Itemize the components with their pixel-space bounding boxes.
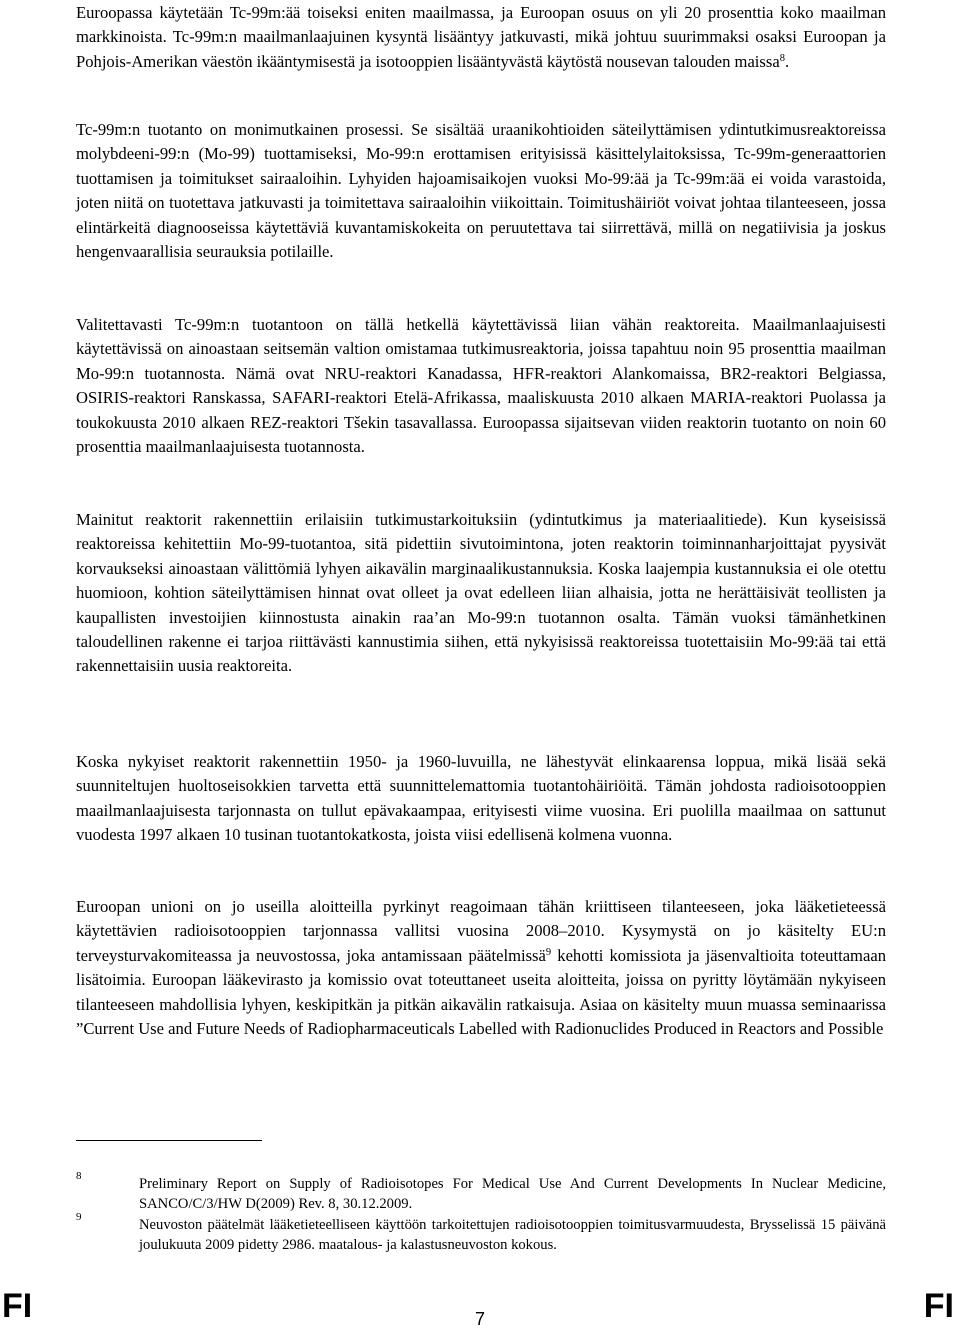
paragraph-1-text-a: Euroopassa käytetään Tc-99m:ää toiseksi eniten maailmassa, ja Euroopan osuus on yli 20 prosenttia koko maailman markkinoista. Tc-99m:n maailmanlaajuinen kysyntä lisääntyy jatkuvasti, mikä johtuu suurimmaksi osaksi Euroopan ja Pohjois-Amerikan väestön ikääntymisestä ja isotooppien lisääntyvästä käytöstä nousevan talouden maissa	[76, 3, 886, 71]
paragraph-2: Tc-99m:n tuotanto on monimutkainen prosessi. Se sisältää uraanikohtioiden säteilyttämisen ydintutkimusreaktoreissa molybdeeni-99:n (Mo-99) tuottamiseksi, Mo-99:n erottamisen erityisissä käsittelylaitoksissa, Tc-99m-generaattorien tuottamisen ja toimitukset sairaaloihin. Lyhyiden hajoamisaikojen vuoksi Mo-99:ää ja Tc-99m:ää ei voida varastoida, joten niitä on tuotettava jatkuvasti ja toimitettava sairaaloihin viikoittain. Toimitushäiriöt voivat johtaa tilanteeseen, jossa elintärkeitä diagnooseissa käytettäviä kuvantamiskokeita on peruutettava tai siirrettävä, millä on negatiivisia ja joskus hengenvaarallisia seurauksia potilaille.	[76, 120, 886, 262]
paragraph-6	[76, 895, 886, 1041]
language-code-right: FI	[923, 1287, 954, 1325]
footnote-separator	[76, 1140, 262, 1141]
paragraph-6-text-b: kehotti komissiota ja jäsenvaltioita toteuttamaan lisätoimia. Euroopan lääkevirasto ja komissio ovat toteuttaneet useita aloitteita, joissa on pyritty löytämään nykyiseen tilanteeseen mahdollisia lyhyen, keskipitkän ja pitkän aikavälin ratkaisuja. Asiaa on käsitelty muun muassa seminaarissa ”Current Use and Future Needs of Radiopharmaceuticals Labelled with Radionuclides Produced in Reactors and Possible	[76, 945, 886, 1039]
footnote-ref-9[interactable]: 9	[545, 946, 552, 958]
page-number: 7	[474, 1309, 485, 1329]
paragraph-1-text-b: .	[784, 51, 790, 71]
paragraph-3: Valitettavasti Tc-99m:n tuotantoon on tällä hetkellä käytettävissä liian vähän reaktoreita. Maailmanlaajuisesti käytettävissä on ainoastaan seitsemän valtion omistamaa tutkimusreaktoria, joissa tapahtuu noin 95 prosenttia maailman Mo-99:n tuotannosta. Nämä ovat NRU-reaktori Kanadassa, HFR-reaktori Alankomaissa, BR2-reaktori Belgiassa, OSIRIS-reaktori Ranskassa, SAFARI-reaktori Etelä-Afrikassa, maaliskuusta 2010 alkaen MARIA-reaktori Puolassa ja toukokuusta 2010 alkaen REZ-reaktori Tšekin tasavallassa. Euroopassa sijaitsevan viiden reaktorin tuotanto on noin 60 prosenttia maailmanlaajuisesta tuotannosta.	[76, 315, 886, 457]
paragraph-4: Mainitut reaktorit rakennettiin erilaisiin tutkimustarkoituksiin (ydintutkimus ja materiaalitiede). Kun kyseisissä reaktoreissa kehitettiin Mo-99-tuotantoa, sitä pidettiin sivutoimintona, joten reaktorin toiminnanharjoittajat pyysivät korvaukseksi ainoastaan välittömiä lyhyen aikavälin marginaalikustannuksia. Koska laajempia kustannuksia ei ole otettu huomioon, kohtion säteilyttämisen hinnat ovat olleet ja ovat edelleen liian alhaisia, jotta ne herättäisivät teollisten ja kaupallisten investoijien kiinnostusta ainakin raa’an Mo-99:n tuotannon osalta. Tämän vuoksi tämänhetkinen taloudellinen rakenne ei tarjoa riittävästi kannustimia siihen, että nykyisissä reaktoreissa tuotettaisiin Mo-99:ää tai että rakennettaisiin uusia reaktoreita.	[76, 510, 886, 676]
footnote-ref-8[interactable]: 8	[779, 52, 785, 64]
paragraph-6-text-a: Euroopan unioni on jo useilla aloitteilla pyrkinyt reagoimaan tähän kriittiseen tilanteeseen, joka lääketieteessä käytettävien radioisotooppien tarjonnassa vallitsi vuosina 2008–2010. Kysymystä on jo käsitelty EU:n terveysturvakomiteassa ja neuvostossa, joka antamissaan päätelmissä	[76, 897, 886, 965]
paragraph-5: Koska nykyiset reaktorit rakennettiin 1950- ja 1960-luvuilla, ne lähestyvät elinkaarensa loppua, mikä lisää sekä suunniteltujen huoltoseisokkien tarvetta että suunnittelemattomia tuotantohäiriöitä. Tämän johdosta radioisotooppien maailmanlaajuisesta tarjonnasta on tullut epävakaampaa, erityisesti viime vuosina. Eri puolilla maailmaa on sattunut vuodesta 1997 alkaen 10 tusinan tuotantokatkosta, joista viisi edellisenä kolmena vuonna.	[76, 752, 886, 845]
footnote-number: 9	[76, 1211, 82, 1223]
language-code-left: FI	[2, 1287, 33, 1325]
paragraph-1	[76, 1, 886, 74]
footnote-number: 8	[76, 1170, 82, 1182]
footnote-text: Neuvoston päätelmät lääketieteelliseen käyttöön tarkoitettujen radioisotooppien toimitusvarmuudesta, Brysselissä 15 päivänä joulukuuta 2009 pidetty 2986. maatalous- ja kalastusneuvoston kokous.	[139, 1217, 886, 1253]
footnote-text: Preliminary Report on Supply of Radioisotopes For Medical Use And Current Developments In Nuclear Medicine, SANCO/C/3/HW D(2009) Rev. 8, 30.12.2009.	[139, 1176, 886, 1212]
